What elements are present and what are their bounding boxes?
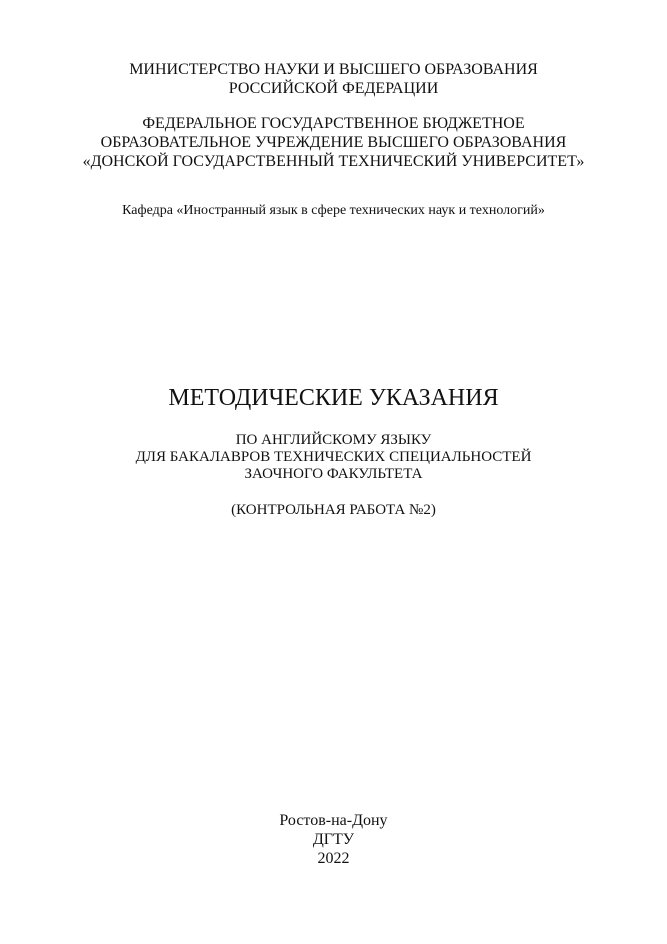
institution-line-2: ОБРАЗОВАТЕЛЬНОЕ УЧРЕЖДЕНИЕ ВЫСШЕГО ОБРАЗОВАНИЯ <box>100 134 567 151</box>
institution-line-3: «ДОНСКОЙ ГОСУДАРСТВЕННЫЙ ТЕХНИЧЕСКИЙ УНИВЕРСИТЕТ» <box>82 153 585 170</box>
subtitle-line-1: ПО АНГЛИЙСКОМУ ЯЗЫКУ <box>235 432 432 448</box>
subtitle-line-2: ДЛЯ БАКАЛАВРОВ ТЕХНИЧЕСКИХ СПЕЦИАЛЬНОСТЕЙ <box>135 449 532 465</box>
publisher: ДГТУ <box>312 831 355 848</box>
ministry-line-1: МИНИСТЕРСТВО НАУКИ И ВЫСШЕГО ОБРАЗОВАНИЯ <box>129 61 538 78</box>
year: 2022 <box>317 850 350 867</box>
document-title: МЕТОДИЧЕСКИЕ УКАЗАНИЯ <box>168 385 499 411</box>
city: Ростов-на-Дону <box>279 812 388 829</box>
ministry-line-2: РОССИЙСКОЙ ФЕДЕРАЦИИ <box>228 80 439 97</box>
department-line: Кафедра «Иностранный язык в сфере технических наук и технологий» <box>122 203 545 218</box>
work-label: (КОНТРОЛЬНАЯ РАБОТА №2) <box>231 502 436 518</box>
institution-line-1: ФЕДЕРАЛЬНОЕ ГОСУДАРСТВЕННОЕ БЮДЖЕТНОЕ <box>142 115 525 132</box>
subtitle-line-3: ЗАОЧНОГО ФАКУЛЬТЕТА <box>244 466 423 482</box>
